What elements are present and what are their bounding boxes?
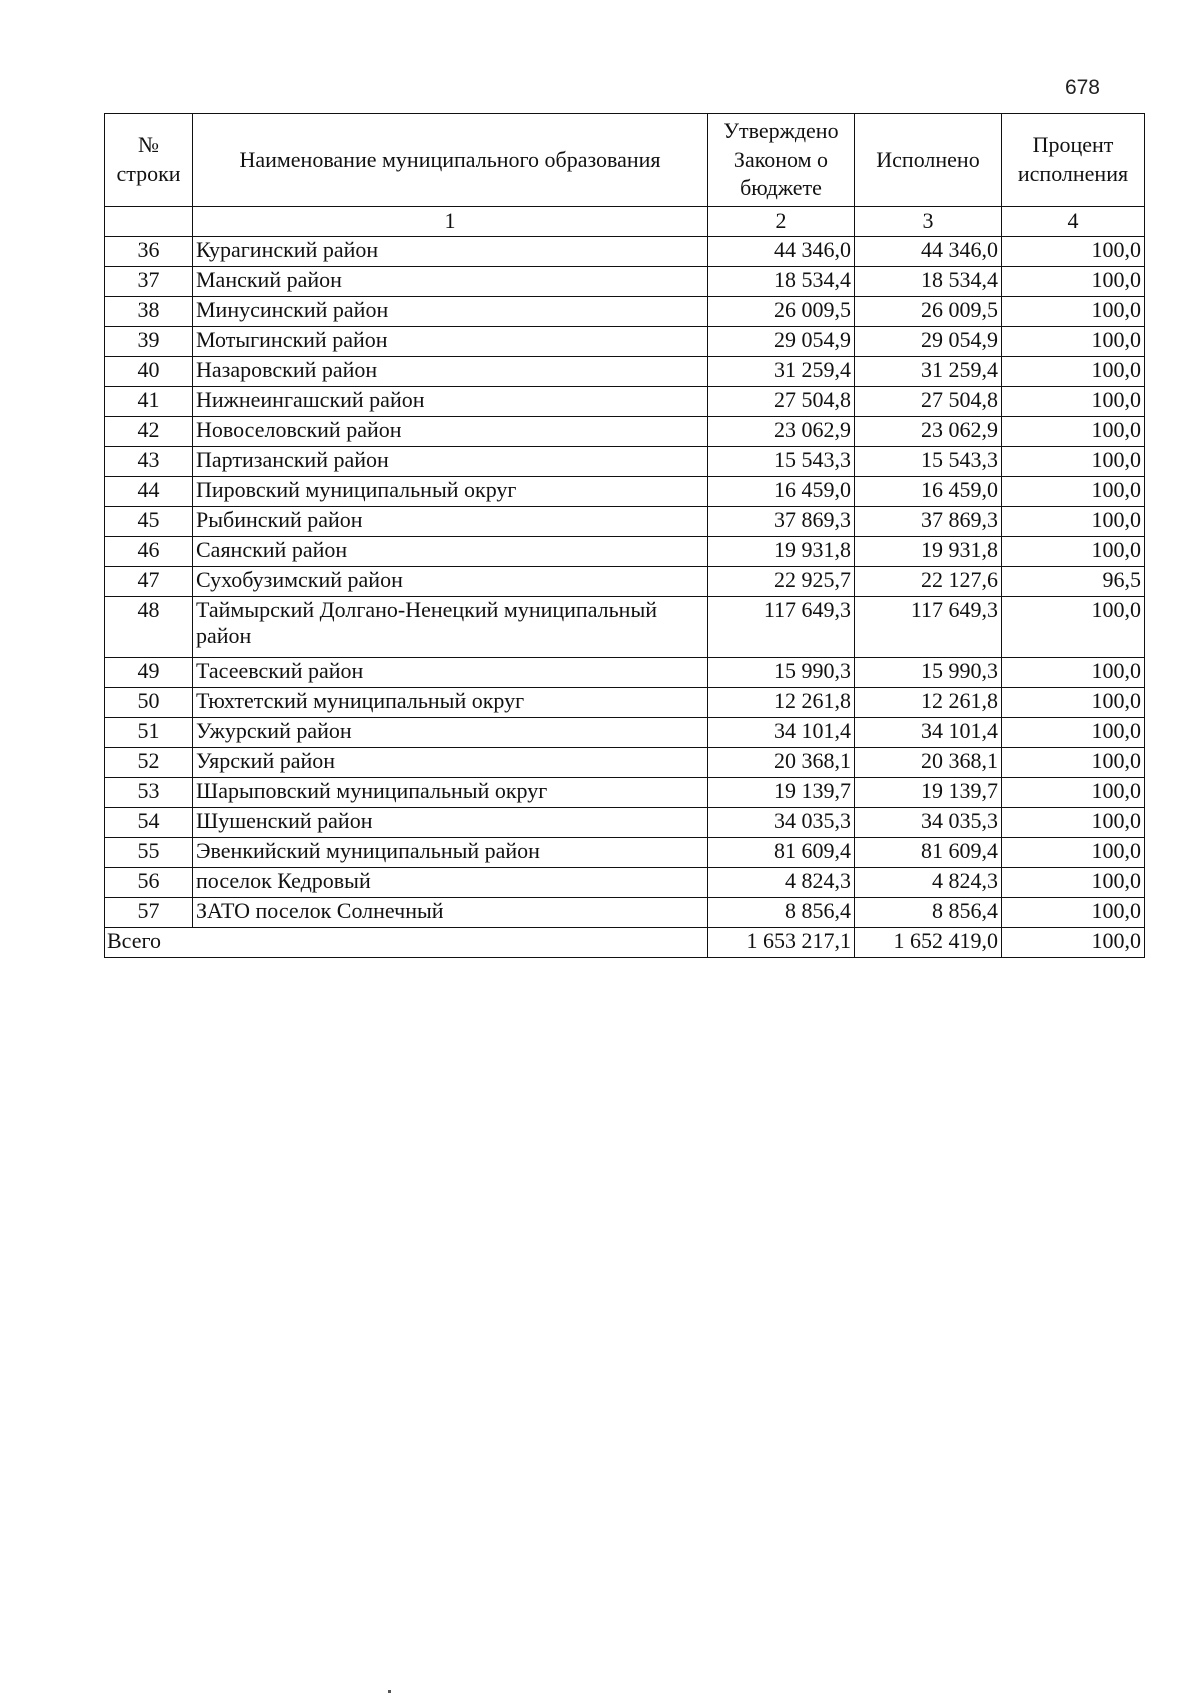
row-number: 43 [105,447,193,477]
table-row [105,778,1145,808]
approved-amount: 15 990,3 [708,658,855,688]
total-executed: 1 652 419,0 [855,928,1002,958]
execution-percent: 100,0 [1002,327,1145,357]
executed-amount: 31 259,4 [855,357,1002,387]
header-percent: Процент исполнения [1002,114,1145,207]
row-number: 53 [105,778,193,808]
row-number: 45 [105,507,193,537]
executed-amount: 12 261,8 [855,688,1002,718]
executed-amount: 19 139,7 [855,778,1002,808]
municipality-name: Назаровский район [193,357,708,387]
approved-amount: 44 346,0 [708,237,855,267]
column-index-blank [105,207,193,237]
approved-amount: 22 925,7 [708,567,855,597]
table-row [105,688,1145,718]
scan-speck [388,1690,391,1693]
table-row [105,477,1145,507]
execution-percent: 100,0 [1002,297,1145,327]
executed-amount: 20 368,1 [855,748,1002,778]
approved-amount: 34 035,3 [708,808,855,838]
execution-percent: 100,0 [1002,658,1145,688]
table-row [105,567,1145,597]
approved-amount: 20 368,1 [708,748,855,778]
row-number: 57 [105,898,193,928]
table-row [105,267,1145,297]
municipality-name: Эвенкийский муниципальный район [193,838,708,868]
approved-amount: 15 543,3 [708,447,855,477]
execution-percent: 100,0 [1002,898,1145,928]
approved-amount: 18 534,4 [708,267,855,297]
execution-percent: 100,0 [1002,688,1145,718]
execution-percent: 100,0 [1002,868,1145,898]
execution-percent: 100,0 [1002,357,1145,387]
row-number: 47 [105,567,193,597]
column-index-4: 4 [1002,207,1145,237]
approved-amount: 23 062,9 [708,417,855,447]
table-row [105,237,1145,267]
municipality-name: Мотыгинский район [193,327,708,357]
row-number: 44 [105,477,193,507]
executed-amount: 34 101,4 [855,718,1002,748]
approved-amount: 27 504,8 [708,387,855,417]
table-row [105,868,1145,898]
column-index-3: 3 [855,207,1002,237]
execution-percent: 100,0 [1002,387,1145,417]
row-number: 54 [105,808,193,838]
executed-amount: 29 054,9 [855,327,1002,357]
row-number: 42 [105,417,193,447]
execution-percent: 100,0 [1002,718,1145,748]
approved-amount: 16 459,0 [708,477,855,507]
table-row [105,357,1145,387]
header-executed: Исполнено [855,114,1002,207]
execution-percent: 100,0 [1002,507,1145,537]
approved-amount: 37 869,3 [708,507,855,537]
table-row [105,898,1145,928]
table-row [105,507,1145,537]
execution-percent: 100,0 [1002,748,1145,778]
approved-amount: 12 261,8 [708,688,855,718]
executed-amount: 19 931,8 [855,537,1002,567]
executed-amount: 22 127,6 [855,567,1002,597]
municipality-name: Таймырский Долгано-Ненецкий муниципальный район [193,597,708,658]
execution-percent: 100,0 [1002,838,1145,868]
row-number: 49 [105,658,193,688]
column-index-1: 1 [193,207,708,237]
municipality-name: поселок Кедровый [193,868,708,898]
municipality-name: Новоселовский район [193,417,708,447]
row-number: 56 [105,868,193,898]
executed-amount: 44 346,0 [855,237,1002,267]
budget-execution-table [104,113,1145,958]
row-number: 38 [105,297,193,327]
municipality-name: Тюхтетский муниципальный округ [193,688,708,718]
approved-amount: 34 101,4 [708,718,855,748]
table-header-row [105,114,1145,207]
approved-amount: 8 856,4 [708,898,855,928]
row-number: 39 [105,327,193,357]
executed-amount: 26 009,5 [855,297,1002,327]
executed-amount: 8 856,4 [855,898,1002,928]
approved-amount: 19 139,7 [708,778,855,808]
execution-percent: 100,0 [1002,808,1145,838]
municipality-name: Шушенский район [193,808,708,838]
municipality-name: Саянский район [193,537,708,567]
table-row [105,537,1145,567]
row-number: 37 [105,267,193,297]
row-number: 36 [105,237,193,267]
approved-amount: 117 649,3 [708,597,855,658]
approved-amount: 4 824,3 [708,868,855,898]
total-label: Всего [105,928,708,958]
municipality-name: ЗАТО поселок Солнечный [193,898,708,928]
row-number: 55 [105,838,193,868]
municipality-name: Нижнеингашский район [193,387,708,417]
page-number: 678 [1064,76,1100,99]
execution-percent: 100,0 [1002,537,1145,567]
executed-amount: 37 869,3 [855,507,1002,537]
execution-percent: 100,0 [1002,447,1145,477]
municipality-name: Пировский муниципальный округ [193,477,708,507]
column-index-row [105,207,1145,237]
table-row [105,597,1145,658]
table-row [105,447,1145,477]
municipality-name: Ужурский район [193,718,708,748]
table-row [105,718,1145,748]
approved-amount: 26 009,5 [708,297,855,327]
approved-amount: 81 609,4 [708,838,855,868]
approved-amount: 31 259,4 [708,357,855,387]
executed-amount: 15 990,3 [855,658,1002,688]
total-approved: 1 653 217,1 [708,928,855,958]
table-row [105,838,1145,868]
executed-amount: 16 459,0 [855,477,1002,507]
execution-percent: 100,0 [1002,597,1145,658]
row-number: 50 [105,688,193,718]
table-body [105,237,1145,928]
municipality-name: Тасеевский район [193,658,708,688]
approved-amount: 29 054,9 [708,327,855,357]
executed-amount: 27 504,8 [855,387,1002,417]
table-row [105,748,1145,778]
header-approved: Утверждено Законом о бюджете [708,114,855,207]
row-number: 46 [105,537,193,567]
municipality-name: Сухобузимский район [193,567,708,597]
row-number: 48 [105,597,193,658]
row-number: 40 [105,357,193,387]
execution-percent: 100,0 [1002,237,1145,267]
table-row [105,658,1145,688]
table-row [105,417,1145,447]
municipality-name: Шарыповский муниципальный округ [193,778,708,808]
header-municipality-name: Наименование муниципального образования [193,114,708,207]
total-percent: 100,0 [1002,928,1145,958]
approved-amount: 19 931,8 [708,537,855,567]
table-row [105,808,1145,838]
execution-percent: 96,5 [1002,567,1145,597]
execution-percent: 100,0 [1002,778,1145,808]
table-row [105,387,1145,417]
total-row [105,928,1145,958]
municipality-name: Манский район [193,267,708,297]
executed-amount: 81 609,4 [855,838,1002,868]
municipality-name: Партизанский район [193,447,708,477]
row-number: 41 [105,387,193,417]
municipality-name: Курагинский район [193,237,708,267]
municipality-name: Минусинский район [193,297,708,327]
executed-amount: 15 543,3 [855,447,1002,477]
column-index-2: 2 [708,207,855,237]
header-row-number: № строки [105,114,193,207]
executed-amount: 18 534,4 [855,267,1002,297]
row-number: 52 [105,748,193,778]
executed-amount: 4 824,3 [855,868,1002,898]
executed-amount: 23 062,9 [855,417,1002,447]
executed-amount: 34 035,3 [855,808,1002,838]
municipality-name: Рыбинский район [193,507,708,537]
executed-amount: 117 649,3 [855,597,1002,658]
table-row [105,297,1145,327]
municipality-name: Уярский район [193,748,708,778]
table-row [105,327,1145,357]
execution-percent: 100,0 [1002,267,1145,297]
execution-percent: 100,0 [1002,417,1145,447]
execution-percent: 100,0 [1002,477,1145,507]
row-number: 51 [105,718,193,748]
